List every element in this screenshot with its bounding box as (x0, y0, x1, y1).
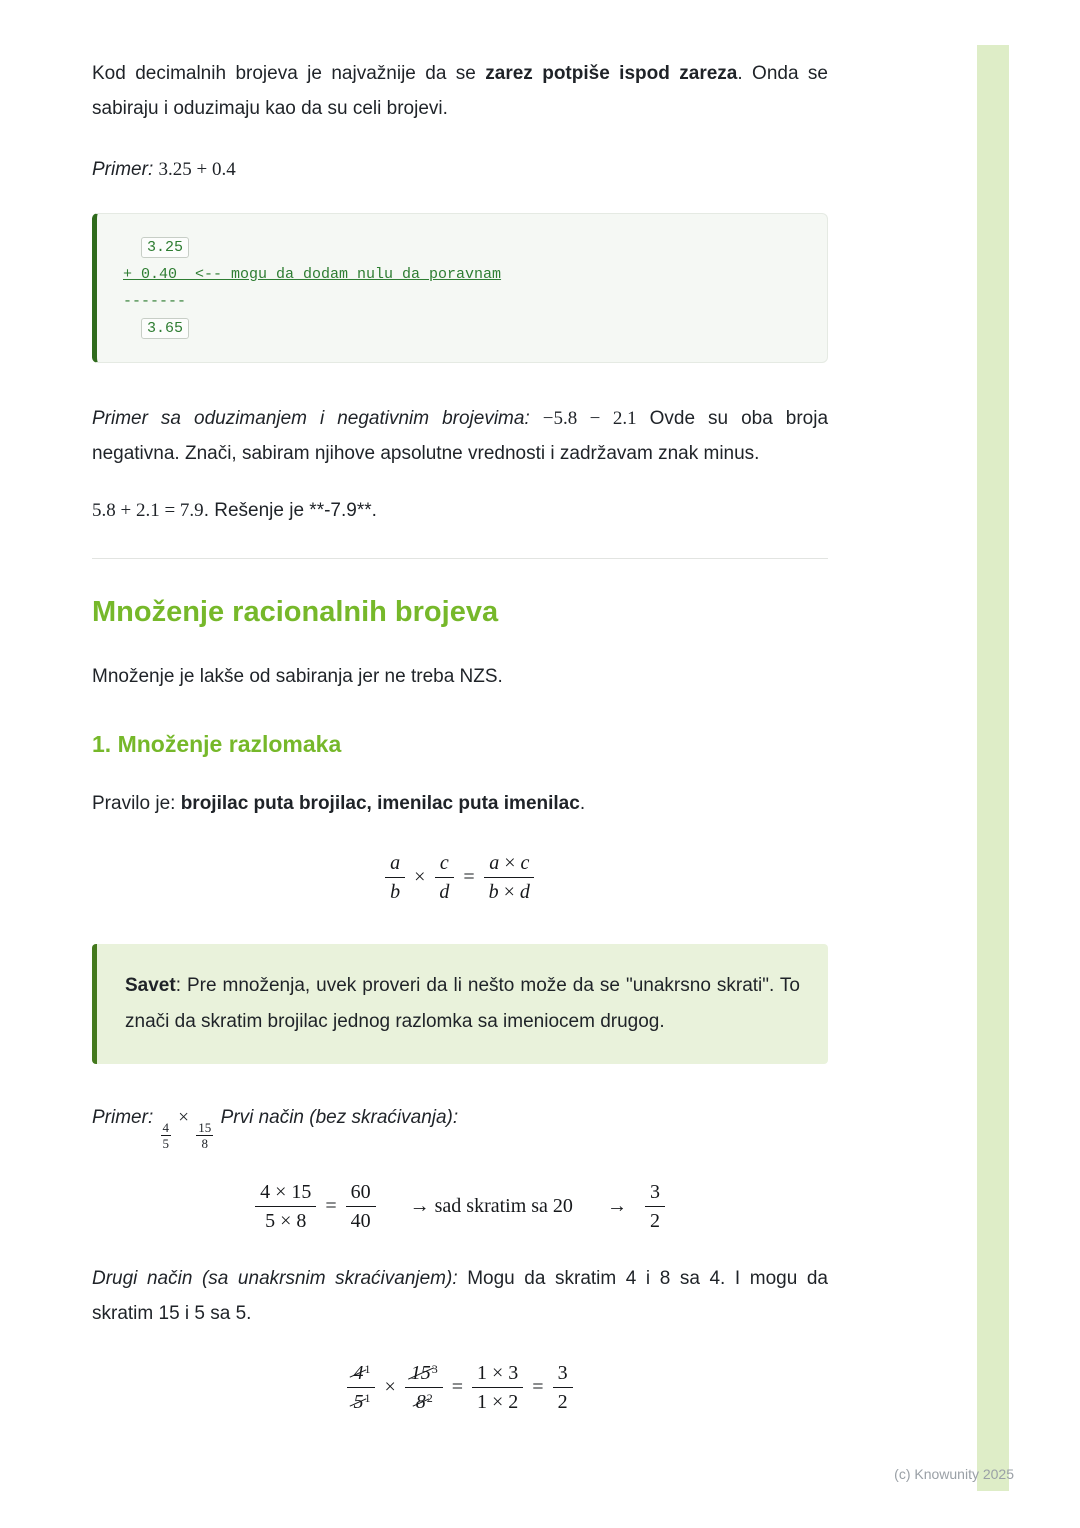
times-sign2: × (384, 1376, 396, 1398)
fraction-product-den (484, 878, 535, 904)
cancelled-8: 8 (415, 1391, 426, 1413)
drugi-paragraph (92, 1261, 828, 1331)
cancelled-15: 15 (410, 1362, 431, 1384)
cancelled-5: 5 (353, 1391, 364, 1413)
var-a: a (489, 852, 500, 874)
content-column (92, 56, 828, 1414)
arrow-icon: → (606, 1195, 627, 1217)
computation-second-method (92, 1361, 828, 1414)
times-sign: × (414, 866, 426, 888)
fraction-3-2-num: 3 (645, 1180, 665, 1207)
primer2-paragraph (92, 401, 828, 471)
inline-fraction-4-5-num: 4 (162, 1120, 170, 1135)
fraction-3-2-den: 2 (649, 1210, 660, 1232)
fraction-60-40 (346, 1180, 376, 1233)
tip-callout-text: : Pre množenja, uvek proveri da li nešto može da se "unakrsno skrati". To znači da skratim brojilac jednog razlomka sa imeniocem drugog. (125, 975, 800, 1032)
rule-post: . (579, 793, 586, 814)
var-b: b (488, 881, 499, 903)
rule-pre: Pravilo je: (92, 793, 181, 814)
result-math: 5.8 + 2.1 = 7.9 (92, 500, 204, 521)
subsection-title: 1. Množenje razlomaka (92, 731, 342, 757)
tip-callout-bold: Savet (125, 975, 176, 996)
fraction-1x3-num: 1 × 3 (472, 1361, 523, 1388)
copyright-notice: (c) Knowunity 2025 (894, 1466, 1014, 1482)
code-line2: + 0.40 <-- mogu da dodam nulu da poravnam (123, 266, 502, 283)
section-title: Množenje racionalnih brojeva (92, 596, 499, 628)
section-intro: Množenje je lakše od sabiranja jer ne treba NZS. (92, 666, 503, 687)
equals-sign: = (463, 866, 475, 888)
sup-3: 3 (431, 1362, 438, 1376)
fraction-cd-num: c (435, 851, 454, 878)
fraction-1x3-den: 1 × 2 (477, 1391, 519, 1413)
computation-first-method (92, 1180, 828, 1233)
primer1-label: Primer: (92, 159, 154, 180)
equals-sign2: = (325, 1195, 337, 1217)
primer1-math: 3.25 + 0.4 (158, 159, 236, 180)
fraction-60-40-den: 40 (350, 1210, 371, 1232)
fraction-ab-num: a (385, 851, 405, 878)
fraction-4x15-den: 5 × 8 (265, 1210, 307, 1232)
fraction-cancel-15-8-num (405, 1361, 443, 1388)
drugi-text: Mogu da skratim 4 i 8 sa 4. I mogu da skratim 15 i 5 sa 5. (92, 1268, 828, 1324)
fraction-ab-den: b (390, 881, 401, 903)
step-annotation: → sad skratim sa 20 (409, 1195, 573, 1217)
var-c: c (520, 852, 530, 874)
result-paragraph (92, 493, 828, 528)
primer3-paragraph (92, 1100, 828, 1150)
primer2-label: Primer sa oduzimanjem i negativnim brojevima: (92, 408, 530, 429)
primer3-tail: Prvi način (bez skraćivanja): (220, 1107, 459, 1128)
inline-fraction-15-8 (196, 1121, 213, 1150)
fraction-1x3 (472, 1361, 523, 1414)
fraction-product (484, 851, 535, 904)
fraction-3-2b-num: 3 (553, 1361, 573, 1388)
fraction-product-num (484, 851, 534, 878)
drugi-label: Drugi način (sa unakrsnim skraćivanjem): (92, 1268, 458, 1289)
intro-pre: Kod decimalnih brojeva je najvažnije da se (92, 63, 486, 84)
equals-sign3: = (451, 1376, 463, 1398)
primer1-paragraph (92, 152, 828, 187)
fraction-cancel-4-5-den (347, 1388, 375, 1414)
decor-stripe (977, 45, 1009, 1491)
code-line3: ------- (123, 293, 187, 310)
var-d: d (519, 881, 530, 903)
primer2-math: −5.8 − 2.1 (542, 408, 637, 429)
section-divider (92, 558, 828, 559)
fraction-4x15 (255, 1180, 316, 1233)
result-text: . Rešenje je **-7.9**. (203, 500, 377, 521)
fraction-cd (434, 851, 454, 904)
fraction-60-40-num: 60 (346, 1180, 376, 1207)
intro-post: . Onda se sabiraju i oduzimaju kao da su celi brojevi. (92, 63, 828, 119)
fraction-3-2b-den: 2 (557, 1391, 568, 1413)
fraction-4x15-num: 4 × 15 (255, 1180, 316, 1207)
rule-paragraph (92, 786, 828, 821)
rule-bold: brojilac puta brojilac, imenilac puta imenilac (180, 793, 580, 814)
times-small2: × (503, 881, 515, 903)
fraction-ab (385, 851, 405, 904)
sup-1: 1 (364, 1362, 371, 1376)
rule-formula (92, 851, 828, 904)
fraction-cancel-15-8-den (410, 1388, 438, 1414)
inline-fraction-4-5 (161, 1121, 172, 1150)
intro-paragraph (92, 56, 828, 126)
code-line1-value: 3.25 (141, 237, 189, 258)
intro-bold: zarez potpiše ispod zareza (485, 63, 738, 84)
equals-sign4: = (532, 1376, 544, 1398)
code-line4-value: 3.65 (141, 318, 189, 339)
fraction-cancel-4-5-num (347, 1361, 375, 1388)
primer3-label: Primer: (92, 1107, 154, 1128)
inline-fraction-15-8-den: 8 (201, 1136, 209, 1151)
times-small: × (504, 852, 516, 874)
inline-times: × (178, 1107, 190, 1128)
sup-2: 2 (426, 1391, 433, 1405)
inline-fraction-15-8-num: 15 (198, 1120, 212, 1135)
tip-callout (92, 944, 828, 1064)
code-line4-indent (123, 320, 141, 337)
primer2-text: Ovde su oba broja negativna. Znači, sabiram njihove apsolutne vrednosti i zadržavam znak minus. (92, 408, 829, 464)
cancelled-4: 4 (353, 1362, 364, 1384)
fraction-3-2b (553, 1361, 573, 1414)
code-line1-indent (123, 239, 141, 256)
inline-fraction-4-5-den: 5 (162, 1136, 170, 1151)
fraction-3-2 (645, 1180, 665, 1233)
code-block (92, 213, 828, 363)
fraction-cd-den: d (439, 881, 450, 903)
sup-1b: 1 (364, 1391, 371, 1405)
fraction-cancel-15-8 (405, 1361, 443, 1414)
fraction-cancel-4-5 (347, 1361, 375, 1414)
